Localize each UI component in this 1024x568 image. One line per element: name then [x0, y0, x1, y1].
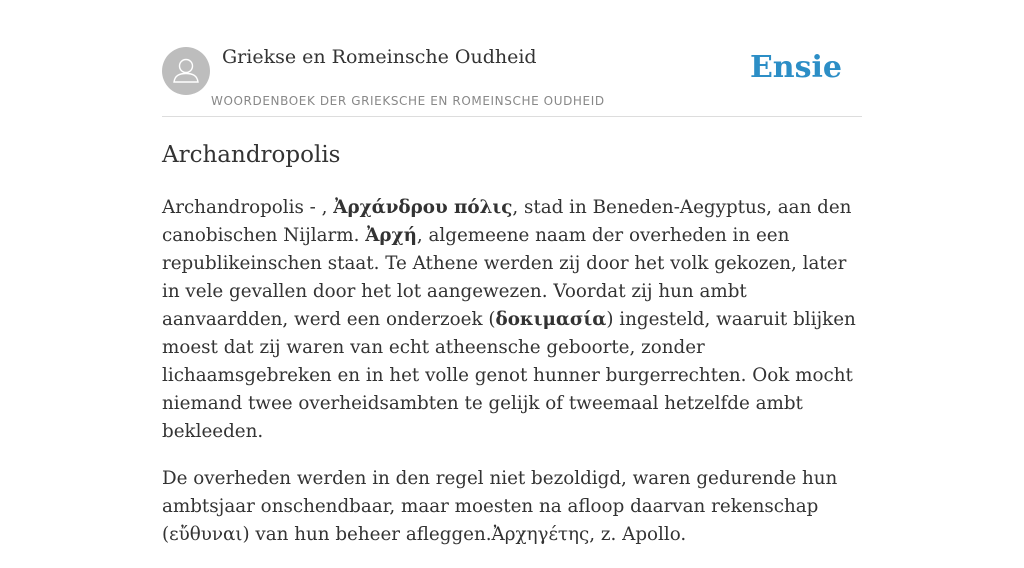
site-title[interactable]: Griekse en Romeinsche Oudheid	[222, 46, 537, 68]
text-segment: ) ingesteld, waaruit blijken moest dat zij waren van echt atheensche geboorte, zonder lichaamsgebreken en in het volle genot hunner burgerrechten. Ook mocht niemand twee overheidsambten te gelijk of tweemaal hetzelfde ambt bekleeden.	[162, 309, 856, 442]
avatar[interactable]	[162, 47, 210, 95]
text-segment: , stad in Beneden-Aegyptus, aan den canobischen Nijlarm.	[162, 197, 852, 246]
user-avatar-icon	[162, 47, 210, 95]
text-segment: Archandropolis - ,	[162, 197, 334, 218]
article-title: Archandropolis	[162, 142, 341, 168]
page-header	[162, 40, 862, 117]
site-subtitle: WOORDENBOEK DER GRIEKSCHE EN ROMEINSCHE OUDHEID	[211, 94, 605, 108]
text-segment: , algemeene naam der overheden in een republikeinschen staat. Te Athene werden zij door het volk gekozen, later in vele gevallen door het lot aangewezen. Voordat zij hun ambt aanvaardden, werd een onderzoek (	[162, 225, 847, 330]
brand-logo-link[interactable]: Ensie	[749, 50, 842, 85]
article-paragraph-1	[162, 194, 862, 446]
article-paragraph-2: De overheden werden in den regel niet bezoldigd, waren gedurende hun ambtsjaar onschendbaar, maar moesten na afloop daarvan rekenschap (εὔθυναι) van hun beheer afleggen.Ἀρχηγέτης, z. Apollo.	[162, 468, 838, 545]
greek-term: Ἀρχάνδρου πόλις	[333, 197, 513, 218]
greek-term: Ἀρχή	[365, 225, 417, 246]
article	[162, 136, 862, 568]
greek-term: δοκιμασία	[495, 309, 607, 330]
